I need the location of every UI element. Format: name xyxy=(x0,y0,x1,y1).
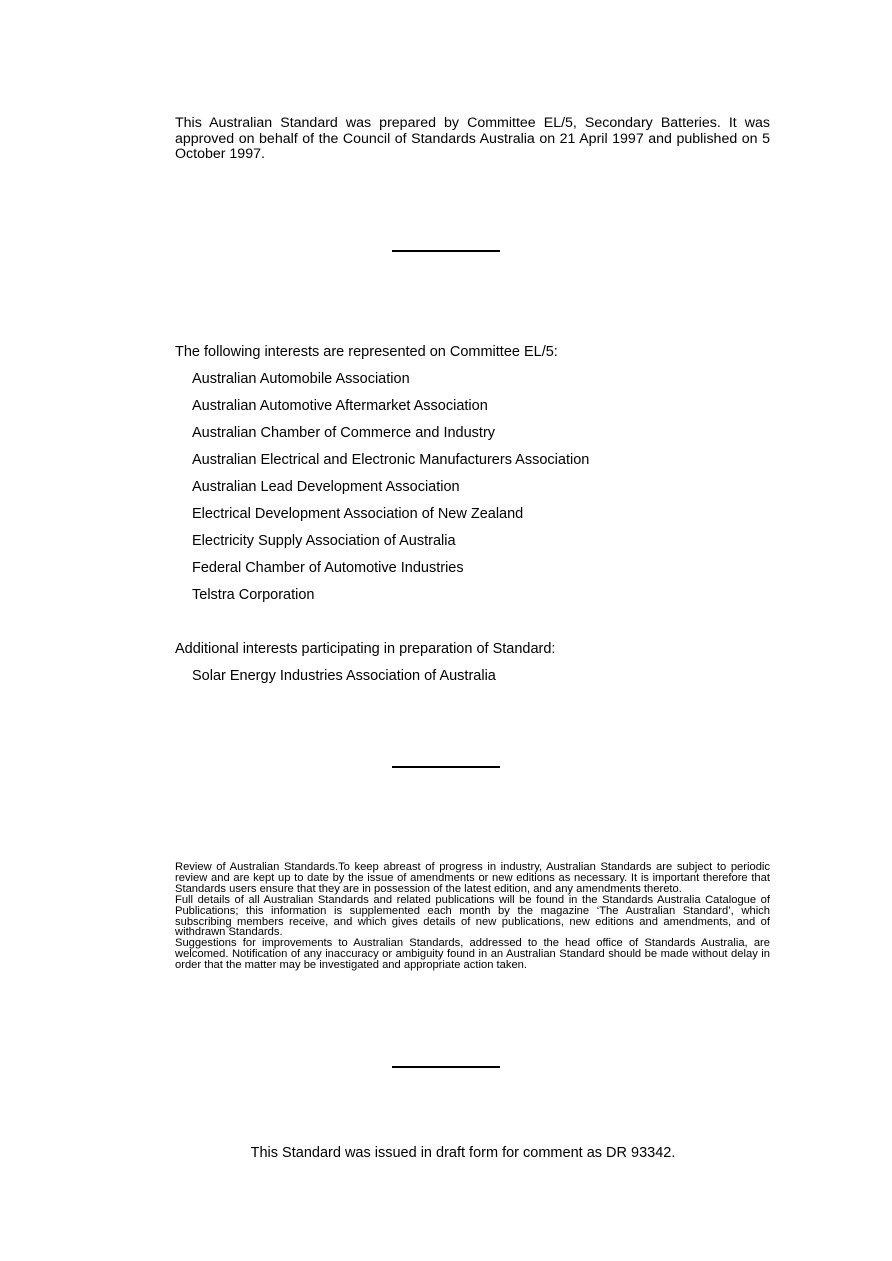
suggestions-paragraph: Suggestions for improvements to Australian Standards, addressed to the head office of Standards Australia, are welcomed. Notification of any inaccuracy or ambiguity found in an Australian Standard should be made without delay in order that the matter may be investigated and appropriate action taken. xyxy=(175,937,770,972)
section-divider xyxy=(392,250,500,252)
list-item: Australian Automobile Association xyxy=(192,371,410,387)
list-item: Australian Lead Development Association xyxy=(192,479,460,495)
list-item: Electricity Supply Association of Australia xyxy=(192,533,456,549)
draft-note: This Standard was issued in draft form for comment as DR 93342. xyxy=(250,1145,676,1161)
list-item: Solar Energy Industries Association of Australia xyxy=(192,668,496,684)
list-item: Australian Electrical and Electronic Manufacturers Association xyxy=(192,452,590,468)
additional-intro: Additional interests participating in preparation of Standard: xyxy=(175,641,556,657)
list-item: Australian Automotive Aftermarket Association xyxy=(192,398,488,414)
list-item: Electrical Development Association of New Zealand xyxy=(192,506,524,522)
section-divider xyxy=(392,766,500,768)
section-divider xyxy=(392,1066,500,1068)
additional-interests xyxy=(175,641,770,695)
committee-intro: The following interests are represented on Committee EL/5: xyxy=(175,344,558,360)
list-item: Australian Chamber of Commerce and Industry xyxy=(192,425,496,441)
list-item: Federal Chamber of Automotive Industries xyxy=(192,560,464,576)
preparation-note: This Australian Standard was prepared by Committee EL/5, Secondary Batteries. It was approved on behalf of the Council of Standards Australia on 21 April 1997 and published on 5 October 1997. xyxy=(175,115,770,162)
additional-member-list xyxy=(175,668,770,695)
review-notice xyxy=(175,862,770,971)
committee-interests xyxy=(175,344,770,614)
catalogue-paragraph: Full details of all Australian Standards and related publications will be found in the Standards Australia Catalogue of Publications; this information is supplemented each month by the magazine ‘The Australian Standard’, which subscribing members receive, and which gives details of new publications, new editions and amendments, and of withdrawn Standards. xyxy=(175,893,770,939)
list-item: Telstra Corporation xyxy=(192,587,315,603)
review-paragraph: Review of Australian Standards.To keep abreast of progress in industry, Australian Standards are subject to periodic review and are kept up to date by the issue of amendments or new editions as necessary. It is important therefore that Standards users ensure that they are in possession of the latest edition, and any amendments thereto. xyxy=(175,861,770,895)
committee-member-list xyxy=(175,371,770,614)
